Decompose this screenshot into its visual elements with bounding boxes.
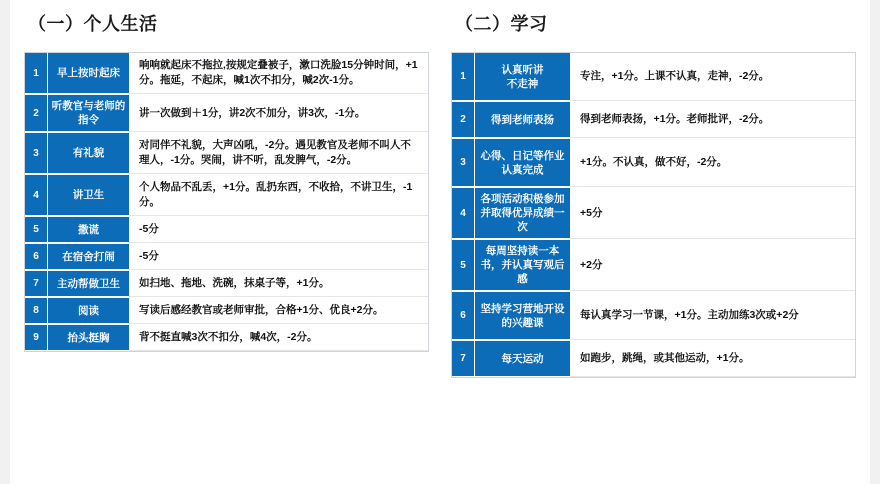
column-personal-life [24,8,429,484]
row-description: 得到老师表扬，+1分。老师批评，-2分。 [570,102,855,138]
row-description: 对同伴不礼貌，大声凶吼，-2分。遇见教官及老师不叫人不理人，-1分。哭闹，讲不听，乱发脾气，-2分。 [129,133,428,174]
row-description: 个人物品不乱丢，+1分。乱扔东西，不收拾，不讲卫生，-1分。 [129,175,428,216]
table-personal-life [24,52,429,352]
table-row [25,298,428,325]
row-number: 3 [452,139,474,187]
row-number: 2 [452,102,474,138]
table-row [25,133,428,175]
row-description: 背不挺直喊3次不扣分，喊4次，-2分。 [129,325,428,351]
row-number: 2 [25,95,47,132]
row-item-label: 每周坚持读一本书，并认真写观后感 [474,240,570,291]
row-item-label: 讲卫生 [47,175,129,216]
row-item-label: 听教官与老师的指令 [47,95,129,132]
table-row [452,341,855,377]
row-description: +5分 [570,188,855,239]
row-number: 1 [452,53,474,101]
row-item-label: 主动帮做卫生 [47,271,129,297]
row-description: -5分 [129,217,428,243]
table-row [25,271,428,298]
left-margin-rail [0,0,10,484]
row-description: 专注，+1分。上课不认真，走神，-2分。 [570,53,855,101]
table-row [452,240,855,292]
table-row [25,175,428,217]
row-item-label: 有礼貌 [47,133,129,174]
row-description: 如跑步，跳绳，或其他运动，+1分。 [570,341,855,377]
table-row [25,53,428,95]
row-number: 4 [25,175,47,216]
row-number: 4 [452,188,474,239]
row-number: 3 [25,133,47,174]
row-item-label: 心得、日记等作业认真完成 [474,139,570,187]
row-description: 每认真学习一节课，+1分。主动加练3次或+2分 [570,292,855,340]
row-description: +1分。不认真，做不好，-2分。 [570,139,855,187]
table-row [452,53,855,102]
row-number: 7 [452,341,474,377]
table-row [452,188,855,240]
row-number: 9 [25,325,47,351]
row-item-label: 每天运动 [474,341,570,377]
row-description: 响响就起床不拖拉,按规定叠被子，漱口洗脸15分钟时间，+1分。拖延，不起床，喊1次不扣分，喊2次-1分。 [129,53,428,94]
page-title-study: （二）学习 [455,14,548,34]
row-description: +2分 [570,240,855,291]
row-item-label: 抬头挺胸 [47,325,129,351]
row-number: 6 [452,292,474,340]
table-row [25,325,428,351]
table-study [451,52,856,378]
row-item-label: 坚持学习营地开设的兴趣课 [474,292,570,340]
row-item-label: 撒谎 [47,217,129,243]
row-number: 7 [25,271,47,297]
table-row [452,139,855,188]
row-item-label: 得到老师表扬 [474,102,570,138]
two-column-layout [10,0,870,484]
table-row [452,292,855,341]
row-item-label: 阅读 [47,298,129,324]
row-description: 写读后感经教官或老师审批，合格+1分、优良+2分。 [129,298,428,324]
row-description: 如扫地、拖地、洗碗，抹桌子等，+1分。 [129,271,428,297]
row-description: -5分 [129,244,428,270]
table-row [25,95,428,133]
table-row [25,217,428,244]
row-item-label: 在宿舍打闹 [47,244,129,270]
right-margin-rail [870,0,880,484]
column-study [451,8,856,484]
page-title-personal-life: （一）个人生活 [28,14,158,34]
table-row [25,244,428,271]
row-item-label: 各项活动积极参加并取得优异成绩一次 [474,188,570,239]
row-item-label: 早上按时起床 [47,53,129,94]
row-number: 8 [25,298,47,324]
row-number: 5 [25,217,47,243]
row-item-label: 认真听讲 不走神 [474,53,570,101]
row-description: 讲一次做到＋1分，讲2次不加分，讲3次，-1分。 [129,95,428,132]
row-number: 5 [452,240,474,291]
table-row [452,102,855,139]
row-number: 6 [25,244,47,270]
row-number: 1 [25,53,47,94]
